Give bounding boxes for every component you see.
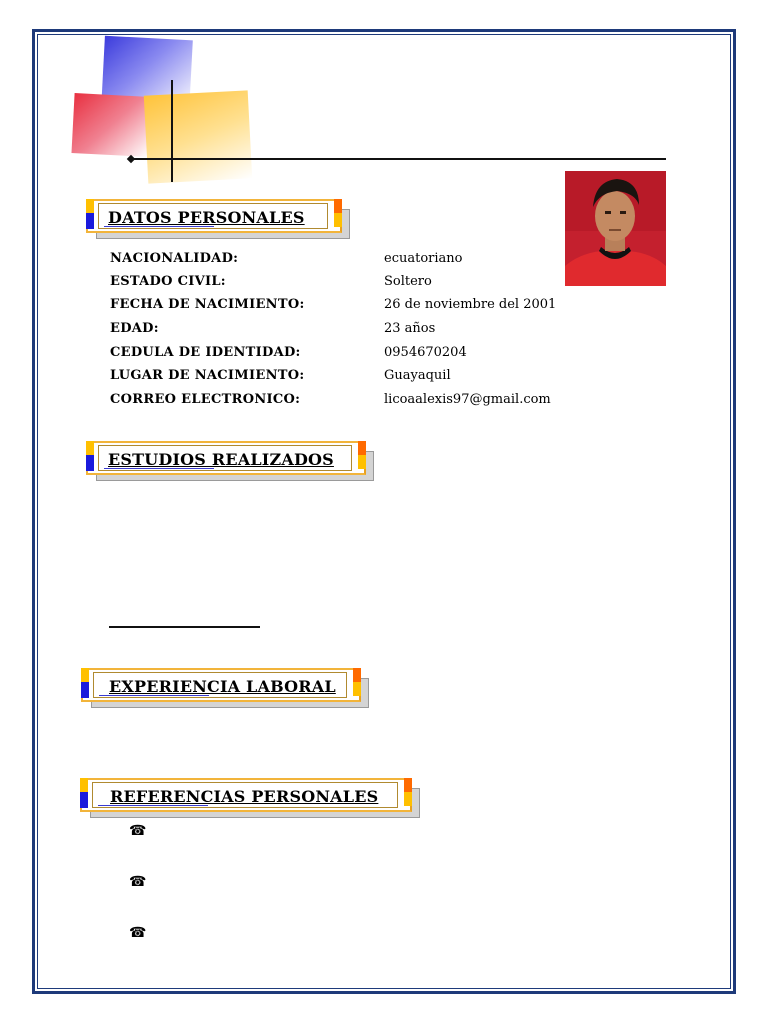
personal-row <box>110 274 650 294</box>
row-label: LUGAR DE NACIMIENTO: <box>110 368 305 383</box>
decor-red-square <box>71 93 150 157</box>
banner-corner-yellow-right <box>334 213 342 227</box>
row-label: NACIONALIDAD: <box>110 251 239 266</box>
blank-underline <box>109 626 260 628</box>
section-title-personal: DATOS PERSONALES <box>108 208 305 227</box>
banner-corner-blue <box>86 213 94 229</box>
banner-corner-blue <box>81 682 89 698</box>
phone-icon: ☎ <box>129 874 147 890</box>
personal-row <box>110 368 650 388</box>
row-label: CORREO ELECTRONICO: <box>110 392 301 407</box>
banner-corner-yellow-right <box>404 792 412 806</box>
section-banner-studies <box>86 441 374 481</box>
section-title-experience: EXPERIENCIA LABORAL <box>109 677 336 696</box>
decor-horizontal-line <box>132 158 666 160</box>
section-title-studies: ESTUDIOS REALIZADOS <box>108 450 334 469</box>
banner-corner-orange <box>358 441 366 455</box>
phone-icon: ☎ <box>129 925 147 941</box>
phone-icon: ☎ <box>129 823 147 839</box>
row-value: 0954670204 <box>384 345 467 360</box>
personal-row <box>110 251 650 271</box>
decor-vertical-line <box>171 80 173 182</box>
row-value: Guayaquil <box>384 368 451 383</box>
row-label: EDAD: <box>110 321 159 336</box>
banner-corner-orange <box>353 668 361 682</box>
banner-corner-yellow <box>81 668 89 682</box>
banner-corner-orange <box>404 778 412 792</box>
personal-row <box>110 321 650 341</box>
banner-corner-blue <box>86 455 94 471</box>
banner-corner-orange <box>334 199 342 213</box>
personal-row <box>110 345 650 365</box>
row-label: CEDULA DE IDENTIDAD: <box>110 345 301 360</box>
personal-row <box>110 297 650 317</box>
personal-row <box>110 392 650 412</box>
banner-corner-yellow <box>86 199 94 213</box>
banner-corner-yellow <box>80 778 88 792</box>
row-value: 26 de noviembre del 2001 <box>384 297 557 312</box>
row-value: Soltero <box>384 274 432 289</box>
section-banner-references <box>80 778 420 818</box>
banner-corner-blue <box>80 792 88 808</box>
banner-corner-yellow-right <box>358 455 366 469</box>
row-value: ecuatoriano <box>384 251 463 266</box>
section-banner-experience <box>81 668 369 708</box>
decor-yellow-square <box>144 90 252 183</box>
row-value: 23 años <box>384 321 436 336</box>
section-banner-personal <box>86 199 350 239</box>
row-value: licoaalexis97@gmail.com <box>384 392 551 407</box>
row-label: ESTADO CIVIL: <box>110 274 226 289</box>
banner-corner-yellow <box>86 441 94 455</box>
section-title-references: REFERENCIAS PERSONALES <box>110 787 379 806</box>
row-label: FECHA DE NACIMIENTO: <box>110 297 305 312</box>
banner-corner-yellow-right <box>353 682 361 696</box>
